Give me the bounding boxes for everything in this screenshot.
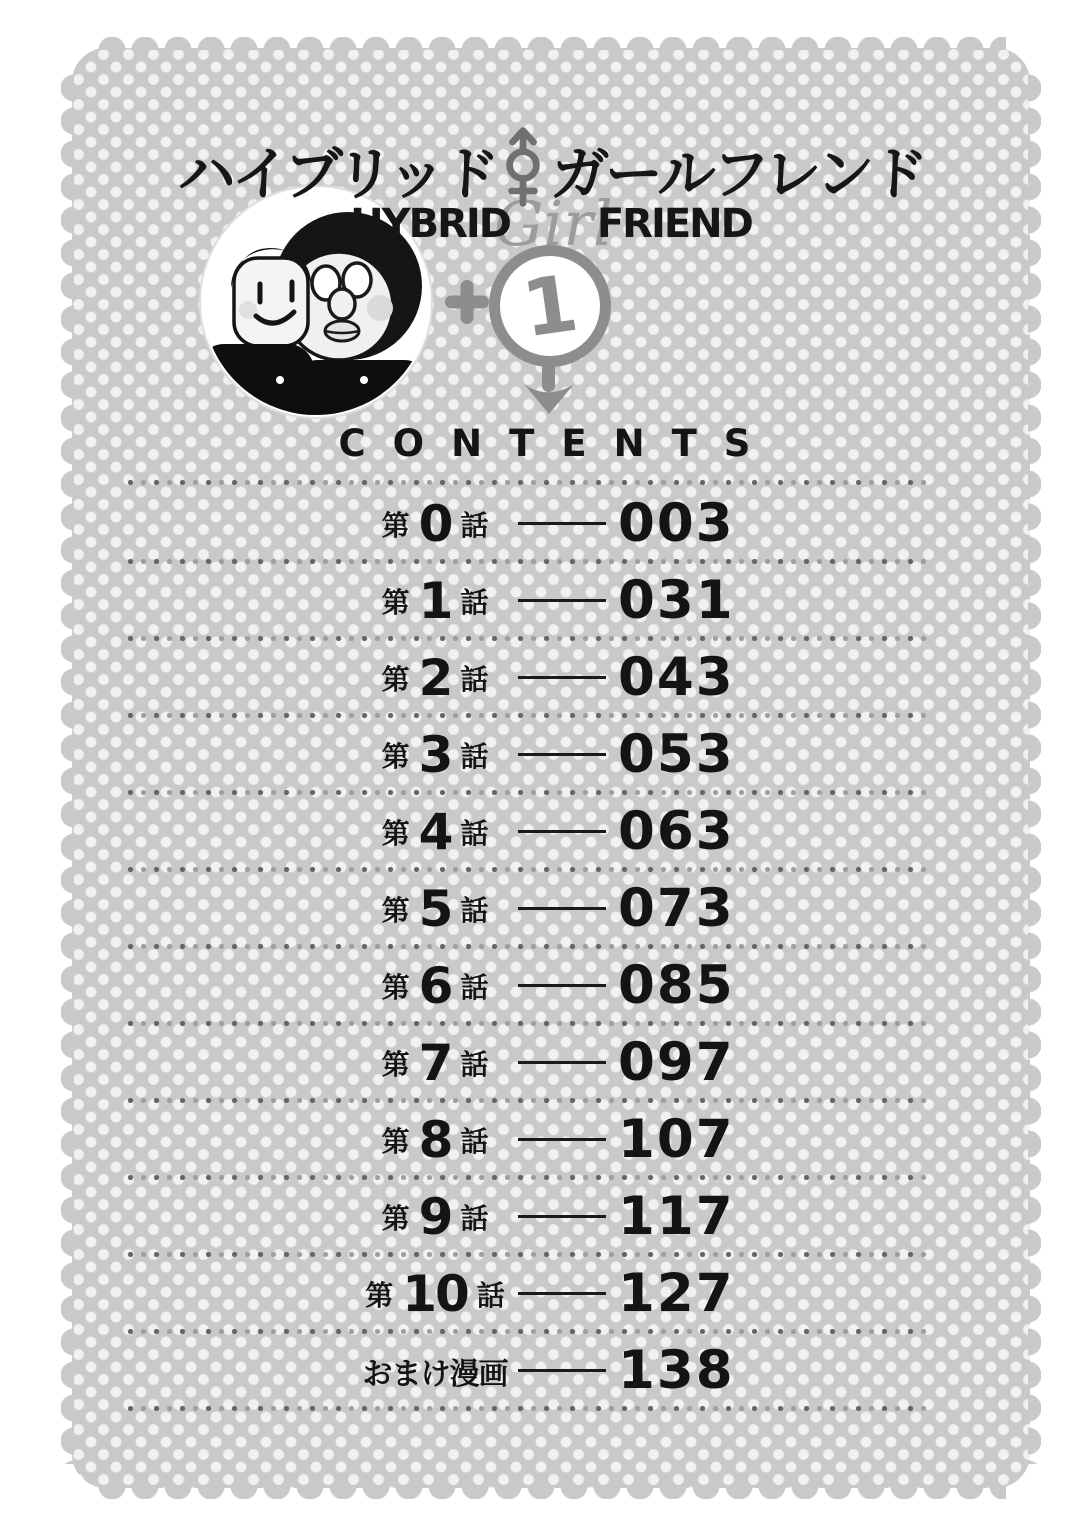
leader-line	[518, 599, 606, 602]
chapter-suffix: 話	[460, 739, 489, 773]
chapter-number: 5	[418, 879, 452, 938]
scallop-edge-top	[96, 37, 1006, 50]
leader-line	[518, 1215, 606, 1218]
volume-badge	[434, 234, 664, 426]
toc-row	[128, 562, 934, 639]
chapter-title-text: おまけ漫画	[362, 1356, 508, 1392]
contents-heading: CONTENTS	[338, 422, 778, 465]
chapter-label	[362, 1033, 508, 1092]
leader-line	[518, 907, 606, 910]
toc-row	[128, 793, 934, 870]
chapter-label	[362, 1110, 508, 1169]
leader-line	[518, 1292, 606, 1295]
chapter-suffix: 話	[460, 816, 489, 850]
chapter-number: 4	[418, 802, 452, 861]
toc-row	[128, 1332, 934, 1409]
chapter-number: 10	[402, 1264, 468, 1323]
chapter-number: 0	[418, 494, 452, 553]
toc-row	[128, 870, 934, 947]
leader-line	[518, 676, 606, 679]
chapter-suffix: 話	[476, 1278, 505, 1312]
page-number: 097	[618, 1032, 735, 1093]
toc-row	[128, 639, 934, 716]
toc-row	[128, 1178, 934, 1255]
chapter-prefix: 第	[381, 1201, 410, 1235]
scallop-edge-bottom	[96, 1486, 1006, 1499]
chapter-suffix: 話	[460, 585, 489, 619]
chapter-prefix: 第	[381, 816, 410, 850]
chapter-suffix: 話	[460, 1047, 489, 1081]
chapter-prefix: 第	[381, 893, 410, 927]
chapter-number: 8	[418, 1110, 452, 1169]
gender-symbol-icon	[501, 124, 545, 210]
polka-dot-panel	[72, 48, 1030, 1488]
chapter-prefix: 第	[381, 508, 410, 542]
toc-row	[128, 947, 934, 1024]
toc-row	[128, 1255, 934, 1332]
page-number: 127	[618, 1263, 735, 1324]
page-number: 031	[618, 570, 735, 631]
series-title-japanese	[72, 124, 1030, 211]
right-character-cheek	[367, 295, 393, 321]
page-number: 085	[618, 955, 735, 1016]
chapter-number: 7	[418, 1033, 452, 1092]
chapter-prefix: 第	[381, 739, 410, 773]
chapter-label	[362, 956, 508, 1015]
page-number: 043	[618, 647, 735, 708]
page-number: 063	[618, 801, 735, 862]
chapter-prefix: 第	[381, 585, 410, 619]
chapter-number: 9	[418, 1187, 452, 1246]
toc-row	[128, 1024, 934, 1101]
leader-line	[518, 1061, 606, 1064]
chapter-prefix: 第	[381, 1047, 410, 1081]
toc-row	[128, 1101, 934, 1178]
leader-line	[518, 522, 606, 525]
leader-line	[518, 1138, 606, 1141]
chapter-prefix: 第	[381, 1124, 410, 1158]
page-number: 003	[618, 493, 735, 554]
right-body-button	[360, 376, 368, 384]
toc-row	[128, 485, 934, 562]
leader-line	[518, 753, 606, 756]
plus-icon	[445, 280, 489, 324]
chapter-label	[362, 648, 508, 707]
chapter-prefix: 第	[365, 1278, 394, 1312]
volume-number: 1	[516, 258, 584, 356]
table-of-contents	[128, 480, 934, 1409]
chapter-prefix: 第	[381, 662, 410, 696]
page-number: 117	[618, 1186, 735, 1247]
right-character-body	[288, 360, 434, 420]
chapter-prefix: 第	[381, 970, 410, 1004]
series-title-jp-right: ガールフレンド	[549, 140, 926, 208]
right-character-nose	[329, 289, 355, 319]
chapter-suffix: 話	[460, 1124, 489, 1158]
chapter-label	[362, 571, 508, 630]
page-number: 053	[618, 724, 735, 785]
series-title-en-left: HYBRID	[350, 201, 510, 247]
chapter-label	[362, 802, 508, 861]
series-title-jp-left: ハイブリッド	[176, 140, 497, 208]
toc-row	[128, 716, 934, 793]
chapter-number: 6	[418, 956, 452, 1015]
chapter-number: 1	[418, 571, 452, 630]
chapter-suffix: 話	[460, 970, 489, 1004]
leader-line	[518, 984, 606, 987]
chapter-suffix: 話	[460, 1201, 489, 1235]
page-number: 107	[618, 1109, 735, 1170]
chapter-number: 3	[418, 725, 452, 784]
chapter-label	[362, 1349, 508, 1393]
leader-line	[518, 1369, 606, 1372]
chapter-suffix: 話	[460, 662, 489, 696]
scallop-edge-right	[1028, 72, 1041, 1464]
page-number: 073	[618, 878, 735, 939]
leader-line	[518, 830, 606, 833]
series-title-en-right: FRIEND	[596, 201, 752, 247]
chapter-label	[362, 1187, 508, 1246]
chapter-number: 2	[418, 648, 452, 707]
chapter-label	[362, 879, 508, 938]
chapter-label	[362, 1264, 508, 1323]
chapter-label	[362, 494, 508, 553]
chapter-suffix: 話	[460, 893, 489, 927]
left-body-button	[276, 376, 284, 384]
down-arrow-icon	[524, 360, 574, 414]
series-title-en-script: Girl	[493, 187, 613, 260]
chapter-suffix: 話	[460, 508, 489, 542]
scallop-edge-left	[61, 72, 74, 1464]
page-number: 138	[618, 1340, 735, 1401]
chapter-label	[362, 725, 508, 784]
